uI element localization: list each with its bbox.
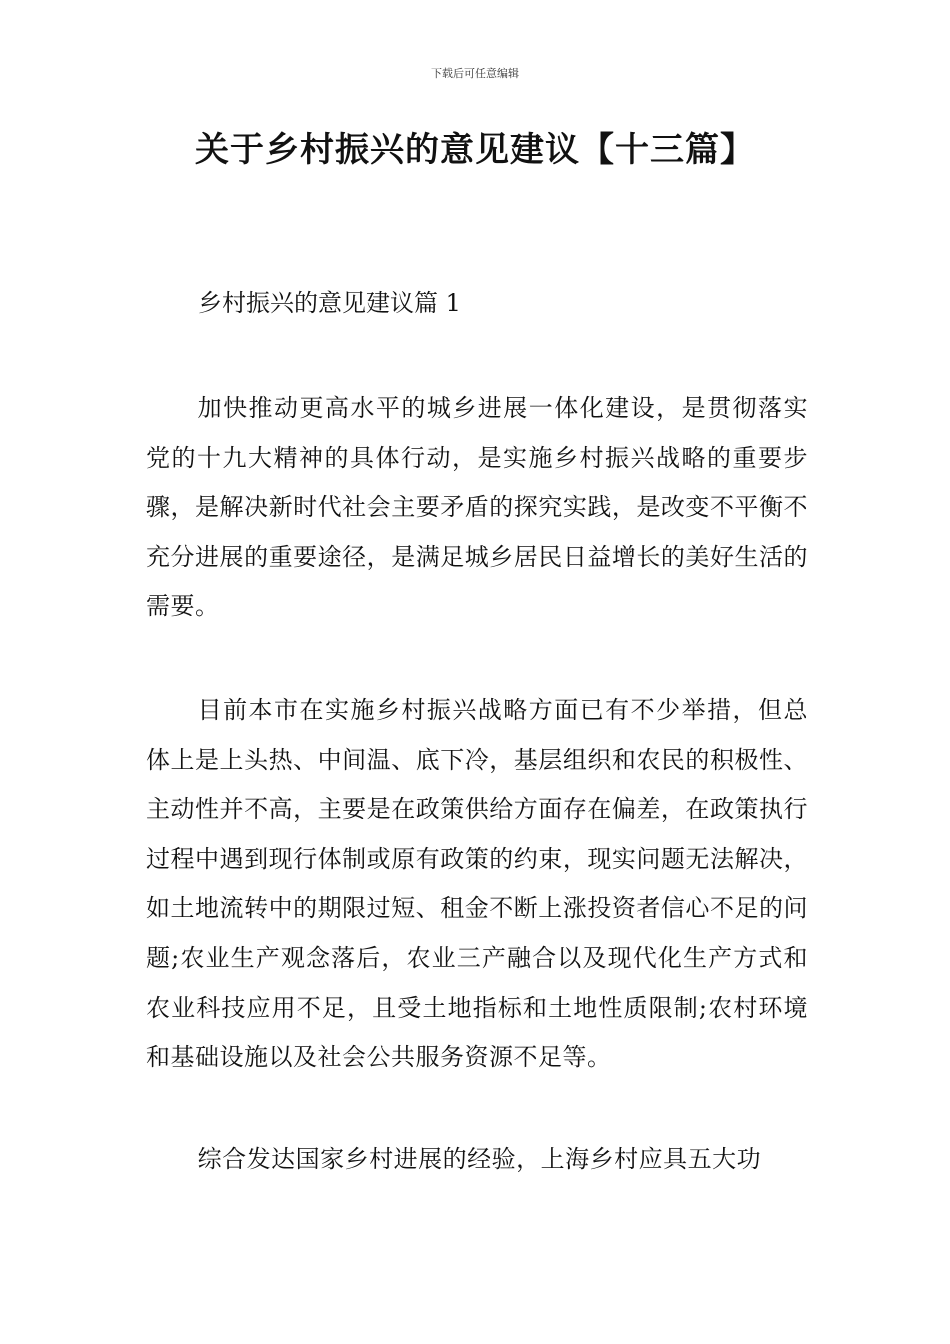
spacer <box>146 632 808 686</box>
spacer <box>146 328 808 384</box>
document-title: 关于乡村振兴的意见建议【十三篇】 <box>195 130 755 170</box>
document-body <box>146 278 808 1184</box>
paragraph-1: 加快推动更高水平的城乡进展一体化建设，是贯彻落实党的十九大精神的具体行动，是实施乡村振兴战略的重要步骤，是解决新时代社会主要矛盾的探究实践，是改变不平衡不充分进展的重要途径，是满足城乡居民日益增长的美好生活的需要。 <box>146 394 808 621</box>
spacer <box>146 1083 808 1135</box>
section-heading: 乡村振兴的意见建议篇 1 <box>198 289 461 317</box>
paragraph-2: 目前本市在实施乡村振兴战略方面已有不少举措，但总体上是上头热、中间温、底下冷，基层组织和农民的积极性、主动性并不高，主要是在政策供给方面存在偏差，在政策执行过程中遇到现行体制或原有政策的约束，现实问题无法解决，如土地流转中的期限过短、租金不断上涨投资者信心不足的问题;农业生产观念落后，农业三产融合以及现代化生产方式和农业科技应用不足，且受土地指标和土地性质限制;农村环境和基础设施以及社会公共服务资源不足等。 <box>146 695 808 1072</box>
download-note: 下载后可任意编辑 <box>431 67 519 80</box>
paragraph-3: 综合发达国家乡村进展的经验，上海乡村应具五大功 <box>197 1144 762 1173</box>
